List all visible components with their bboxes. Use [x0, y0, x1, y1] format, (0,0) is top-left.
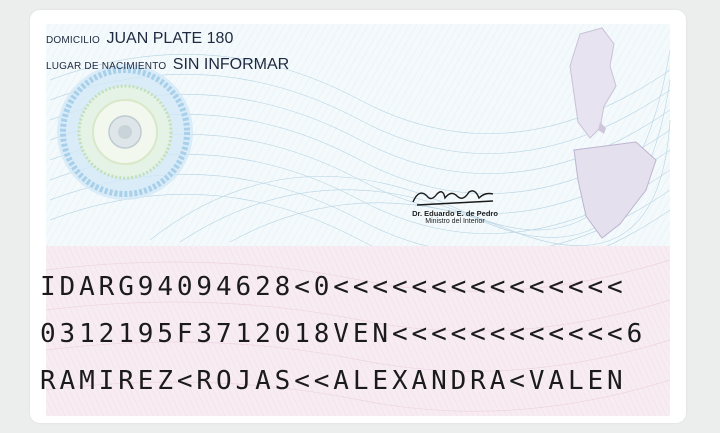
birthplace-label: LUGAR DE NACIMIENTO — [46, 61, 167, 72]
id-card-back — [30, 10, 686, 423]
birthplace-field — [46, 56, 289, 74]
address-field — [46, 30, 233, 48]
signatory-title: Ministro del Interior — [425, 218, 485, 225]
signatory-name: Dr. Eduardo E. de Pedro — [412, 209, 498, 218]
signature-block — [396, 186, 514, 225]
birthplace-value: SIN INFORMAR — [172, 56, 290, 73]
mrz-line-2: 0312195F3712018VEN<<<<<<<<<<<<6 — [40, 319, 647, 349]
signature — [409, 186, 501, 208]
sun-emblem — [57, 64, 193, 200]
mrz-line-3: RAMIREZ<ROJAS<<ALEXANDRA<VALEN — [40, 366, 627, 396]
address-value: JUAN PLATE 180 — [106, 30, 234, 47]
address-label: DOMICILIO — [46, 35, 101, 46]
mrz-line-1: IDARG94094628<0<<<<<<<<<<<<<<< — [40, 272, 627, 302]
